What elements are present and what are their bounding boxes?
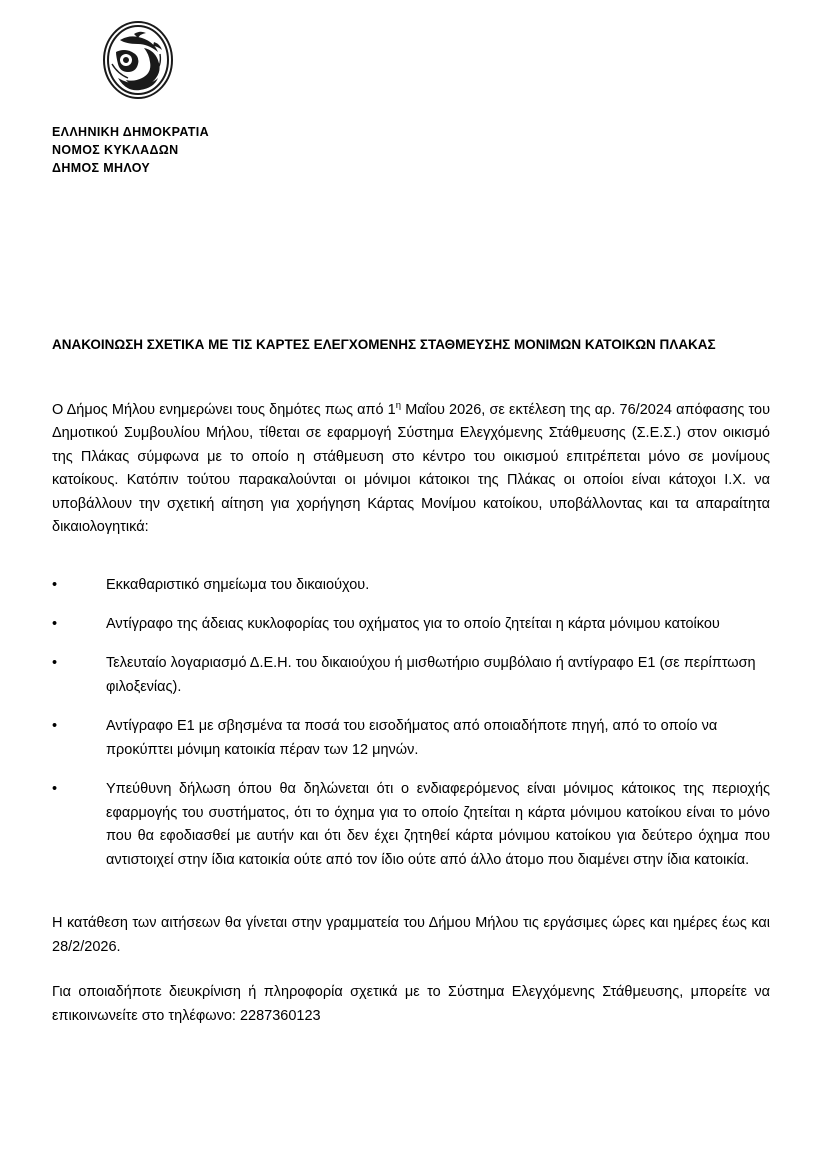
list-item [52, 778, 770, 872]
list-item-label: Τελευταίο λογαριασμό Δ.Ε.Η. του δικαιούχου ή μισθωτήριο συμβόλαιο ή αντίγραφο Ε1 (σε περίπτωση φιλοξενίας). [106, 655, 756, 695]
list-item [52, 574, 770, 597]
bullet-icon: • [52, 718, 58, 735]
letterhead [0, 0, 825, 177]
closing-section [52, 912, 770, 1028]
organization-lines [52, 124, 825, 177]
org-line-prefecture: ΝΟΜΟΣ ΚΥΚΛΑΔΩΝ [52, 142, 179, 157]
emblem-icon [90, 18, 190, 102]
requirements-list [52, 574, 770, 873]
submission-paragraph: Η κατάθεση των αιτήσεων θα γίνεται στην γραμματεία του Δήμου Μήλου τις εργάσιμες ώρες και ημέρες έως και 28/2/2026. [52, 915, 770, 955]
list-item [52, 715, 770, 762]
org-line-municipality: ΔΗΜΟΣ ΜΗΛΟΥ [52, 160, 151, 175]
list-item-label: Υπεύθυνη δήλωση όπου θα δηλώνεται ότι ο ενδιαφερόμενος είναι μόνιμος κάτοικος της περιοχής εφαρμογής του συστήματος, ότι το όχημα για το οποίο ζητείται η κάρτα μόνιμου κατοίκου είναι το μόνο που θα εφοδιασθεί με αυτήν και ότι δεν έχει ζητηθεί κάρτα μόνιμου κατοίκου για δεύτερο όχημα που αντιστοιχεί στην ίδια κατοικία ούτε από τον ίδιο ούτε από άλλο άτομο που διαμένει στην ίδια κατοικία. [106, 781, 770, 868]
bullet-icon: • [52, 655, 58, 672]
document-content [0, 335, 825, 1028]
list-item-label: Αντίγραφο Ε1 με σβησμένα τα ποσά του εισοδήματος από οποιαδήποτε πηγή, από το οποίο να προκύπτει μόνιμη κατοικία πέραν των 12 μηνών. [106, 718, 718, 758]
bullet-icon: • [52, 615, 58, 632]
list-item-label: Αντίγραφο της άδειας κυκλοφορίας του οχήματος για το οποίο ζητείται η κάρτα μόνιμου κατοίκου [106, 615, 720, 632]
page-title: ΑΝΑΚΟΙΝΩΣΗ ΣΧΕΤΙΚΑ ΜΕ ΤΙΣ ΚΑΡΤΕΣ ΕΛΕΓΧΟΜΕΝΗΣ ΣΤΑΘΜΕΥΣΗΣ ΜΟΝΙΜΩΝ ΚΑΤΟΙΚΩΝ ΠΛΑΚΑΣ [52, 337, 716, 353]
intro-paragraph [52, 398, 770, 540]
list-item [52, 613, 770, 636]
intro-text-part1: Ο Δήμος Μήλου ενημερώνει τους δημότες πως από 1 [52, 401, 396, 418]
list-item-label: Εκκαθαριστικό σημείωμα του δικαιούχου. [106, 576, 370, 593]
bullet-icon: • [52, 576, 58, 593]
intro-text-part2: Μαΐου 2026, σε εκτέλεση της αρ. 76/2024 απόφασης του Δημοτικού Συμβουλίου Μήλου, τίθεται σε εφαρμογή Σύστημα Ελεγχόμενης Στάθμευσης (Σ.Ε.Σ.) στον οικισμό της Πλάκας σύμφωνα με το οποίο η στάθμευση στο κέντρο του οικισμού επιτρέπεται μόνο σε μονίμους κατοίκους. Κατόπιν τούτου παρακαλούνται οι μόνιμοι κάτοικοι της Πλάκας οι οποίοι είναι κάτοχοι Ι.Χ. να υποβάλλουν την σχετική αίτηση για χορήγηση Κάρτας Μονίμου κατοίκου, υποβάλλοντας και τα απαραίτητα δικαιολογητικά: [52, 401, 770, 536]
contact-paragraph: Για οποιαδήποτε διευκρίνιση ή πληροφορία σχετικά με το Σύστημα Ελεγχόμενης Στάθμευσης, μπορείτε να επικοινωνείτε στο τηλέφωνο: 2287360123 [52, 984, 770, 1024]
intro-superscript: η [395, 399, 402, 411]
list-item [52, 652, 770, 699]
org-line-country: ΕΛΛΗΝΙΚΗ ΔΗΜΟΚΡΑΤΙΑ [52, 125, 209, 139]
bullet-icon: • [52, 781, 58, 798]
